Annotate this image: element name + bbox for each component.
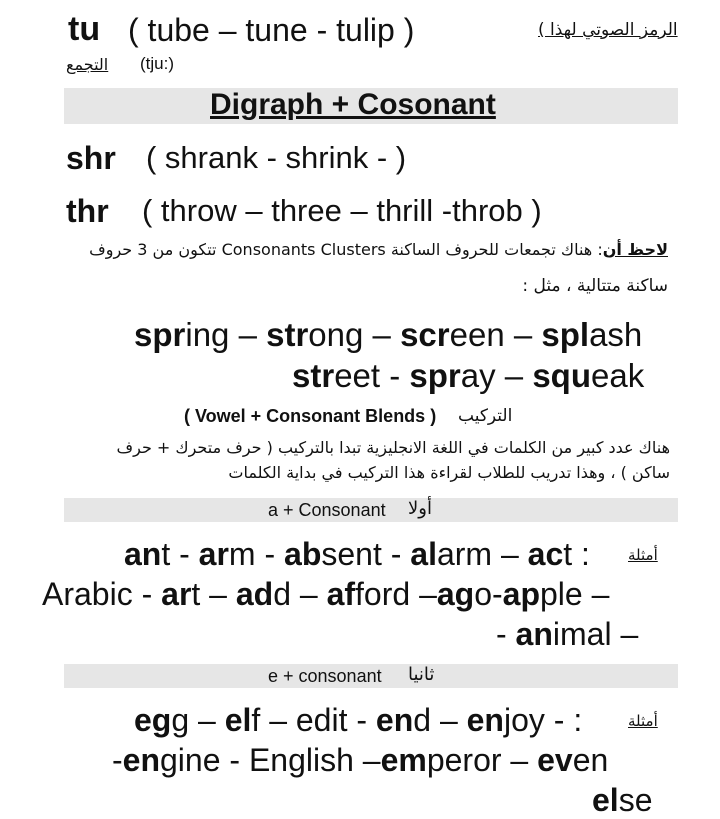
- clusters-note-lead: لاحظ أن: [602, 240, 668, 259]
- e-examples-line3: else: [592, 782, 653, 818]
- e-examples-line1: egg – elf – edit - end – enjoy - :: [134, 702, 583, 738]
- blends-title: ( Vowel + Consonant Blends ): [184, 406, 437, 426]
- a-examples-line1: ant - arm - absent - alarm – act :: [124, 536, 590, 572]
- tu-head: tu: [68, 10, 101, 48]
- tu-phonetic: (tju:): [140, 54, 174, 73]
- tu-symbol-arabic: الرمز الصوتي لهذا ): [538, 20, 678, 40]
- e-consonant-arabic: ثانيا: [408, 664, 435, 685]
- a-examples-line2: Arabic - art – add – afford –ago-apple –: [42, 576, 610, 612]
- blends-paragraph-line2: ساكن ) ، وهذا تدريب للطلاب لقراءة هذا التركيب في بداية الكلمات: [228, 463, 670, 482]
- thr-examples: ( throw – three – thrill -throb ): [142, 193, 542, 228]
- a-consonant-label: a + Consonant: [268, 500, 386, 520]
- digraph-title: Digraph + Cosonant: [210, 88, 496, 121]
- e-examples-line2: -engine - English –emperor – even: [112, 742, 609, 778]
- clusters-note-line2: ساكنة متتالية ، مثل :: [522, 276, 668, 296]
- tu-plural-arabic: التجمع: [66, 55, 109, 74]
- a-examples-line3: - animal –: [496, 616, 639, 652]
- e-consonant-label: e + consonant: [268, 666, 382, 686]
- clusters-words-line2: street - spray – squeak: [292, 357, 645, 394]
- clusters-note: [44, 240, 668, 259]
- shr-examples: ( shrank - shrink - ): [146, 140, 407, 175]
- a-examples-arabic: أمثلة: [628, 546, 658, 564]
- tu-examples: ( tube – tune - tulip ): [128, 12, 415, 48]
- thr-head: thr: [66, 193, 109, 229]
- clusters-note-text: : هناك تجمعات للحروف الساكنة Consonants Clusters تتكون من 3 حروف: [89, 240, 603, 259]
- clusters-words-line1: spring – strong – screen – splash: [134, 316, 643, 353]
- a-consonant-arabic: أولا: [408, 498, 432, 519]
- shr-head: shr: [66, 140, 116, 176]
- blends-title-arabic: التركيب: [458, 406, 513, 426]
- blends-paragraph-line1: هناك عدد كبير من الكلمات في اللغة الانجليزية تبدا بالتركيب ( حرف متحرك + حرف: [116, 438, 670, 457]
- e-examples-arabic: أمثلة: [628, 712, 658, 730]
